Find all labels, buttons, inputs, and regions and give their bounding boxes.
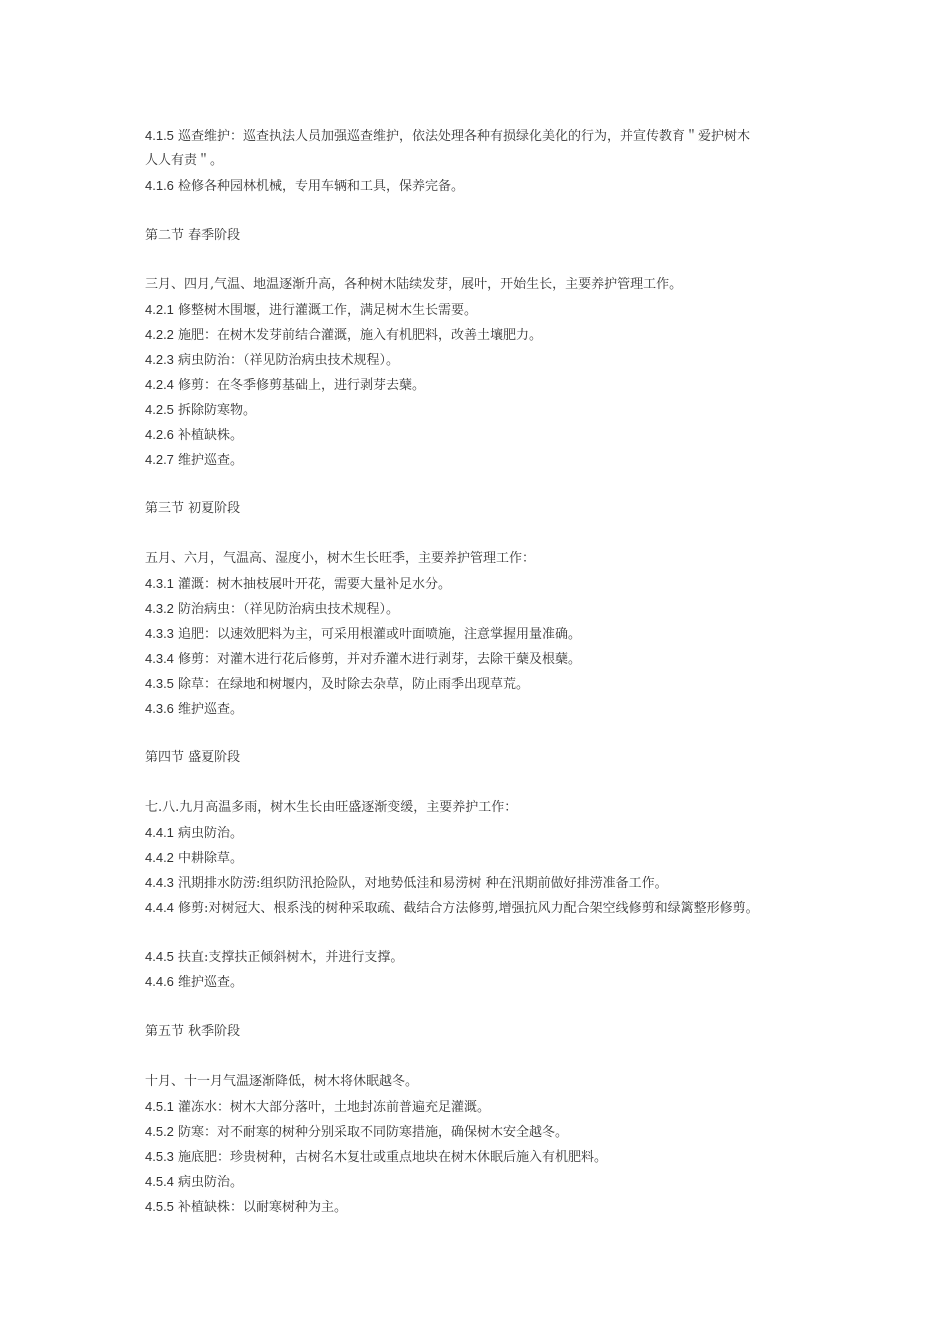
- item-number: 4.3.3: [145, 626, 174, 641]
- item-number: 4.2.7: [145, 452, 174, 467]
- item-number: 4.5.3: [145, 1149, 174, 1164]
- section-heading-midsummer: [145, 749, 240, 767]
- item-number: 4.2.1: [145, 302, 174, 317]
- item-4-2-3: [145, 351, 399, 370]
- item-4-5-3: [145, 1148, 607, 1167]
- item-number: 4.1.6: [145, 178, 174, 193]
- item-4-5-1: [145, 1098, 490, 1117]
- item-4-1-5-continued: [145, 152, 223, 170]
- item-4-3-6: [145, 700, 243, 719]
- intro-spring: [145, 276, 682, 294]
- item-4-4-6: [145, 973, 243, 992]
- item-4-3-2: [145, 600, 399, 619]
- item-4-3-1: [145, 575, 451, 594]
- item-number: 4.3.2: [145, 601, 174, 616]
- item-text: 病虫防治：（祥见防治病虫技术规程）。: [173, 353, 400, 368]
- section-heading: 第四节 盛夏阶段: [145, 750, 241, 765]
- item-4-1-6: [145, 177, 464, 196]
- item-number: 4.5.1: [145, 1099, 174, 1114]
- item-text: 施底肥：珍贵树种，古树名木复壮或重点地块在树木休眠后施入有机肥料。: [173, 1150, 608, 1165]
- item-number: 4.4.2: [145, 850, 174, 865]
- intro-text: 十月、十一月气温逐渐降低，树木将休眠越冬。: [145, 1074, 419, 1089]
- item-text: 追肥：以速效肥料为主，可采用根灌或叶面喷施，注意掌握用量准确。: [173, 627, 582, 642]
- item-4-2-7: [145, 451, 243, 470]
- item-text: 防寒：对不耐寒的树种分别采取不同防寒措施，确保树木安全越冬。: [173, 1125, 569, 1140]
- item-4-5-5: [145, 1198, 347, 1217]
- item-text: 维护巡查。: [173, 702, 244, 717]
- item-text: 维护巡查。: [173, 453, 244, 468]
- item-text: 维护巡查。: [173, 975, 244, 990]
- item-text: 病虫防治。: [173, 826, 244, 841]
- item-text: 人人有责＂。: [145, 153, 224, 168]
- item-text: 灌溉：树木抽枝展叶开花，需要大量补足水分。: [173, 577, 452, 592]
- section-heading-spring: [145, 227, 240, 245]
- section-heading-autumn: [145, 1023, 240, 1041]
- item-text: 修整树木围堰，进行灌溉工作，满足树木生长需要。: [173, 303, 478, 318]
- intro-text: 五月、六月，气温高、湿度小，树木生长旺季，主要养护管理工作：: [145, 551, 536, 566]
- item-text: 拆除防寒物。: [173, 403, 257, 418]
- intro-midsummer: [145, 799, 517, 817]
- item-4-2-2: [145, 326, 542, 345]
- item-number: 4.3.4: [145, 651, 174, 666]
- item-text: 汛期排水防涝:组织防汛抢险队，对地势低洼和易涝树 种在汛期前做好排涝准备工作。: [173, 876, 668, 891]
- section-heading: 第二节 春季阶段: [145, 228, 241, 243]
- section-heading: 第五节 秋季阶段: [145, 1024, 241, 1039]
- item-text: 检修各种园林机械，专用车辆和工具，保养完备。: [173, 179, 465, 194]
- item-number: 4.2.5: [145, 402, 174, 417]
- item-text: 中耕除草。: [173, 851, 244, 866]
- item-text: 灌冻水：树木大部分落叶，土地封冻前普遍充足灌溉。: [173, 1100, 491, 1115]
- item-text: 补植缺株：以耐寒树种为主。: [173, 1200, 348, 1215]
- item-4-2-6: [145, 426, 243, 445]
- item-4-4-1: [145, 824, 243, 843]
- item-4-4-2: [145, 849, 243, 868]
- item-text: 修剪:对树冠大、根系浅的树种采取疏、截结合方法修剪,增强抗风力配合架空线修剪和绿篱整形修剪。: [173, 901, 759, 916]
- item-4-5-2: [145, 1123, 568, 1142]
- item-number: 4.1.5: [145, 128, 174, 143]
- item-4-1-5: [145, 127, 750, 146]
- item-number: 4.3.1: [145, 576, 174, 591]
- item-number: 4.5.4: [145, 1174, 174, 1189]
- item-number: 4.3.6: [145, 701, 174, 716]
- item-4-4-5: [145, 948, 403, 967]
- section-heading-early-summer: [145, 500, 240, 518]
- item-text: 巡查维护：巡查执法人员加强巡查维护，依法处理各种有损绿化美化的行为，并宣传教育＂爱护树木: [173, 129, 751, 144]
- item-number: 4.4.1: [145, 825, 174, 840]
- item-4-2-5: [145, 401, 256, 420]
- item-number: 4.2.2: [145, 327, 174, 342]
- item-4-3-5: [145, 675, 529, 694]
- item-text: 扶直:支撑扶正倾斜树木，并进行支撑。: [173, 950, 404, 965]
- item-4-3-3: [145, 625, 581, 644]
- item-number: 4.3.5: [145, 676, 174, 691]
- item-number: 4.4.4: [145, 900, 174, 915]
- item-text: 除草：在绿地和树堰内，及时除去杂草，防止雨季出现草荒。: [173, 677, 530, 692]
- item-4-4-3: [145, 874, 668, 893]
- item-4-3-4: [145, 650, 581, 669]
- item-4-2-4: [145, 376, 425, 395]
- item-number: 4.2.6: [145, 427, 174, 442]
- intro-early-summer: [145, 550, 535, 568]
- item-text: 修剪：对灌木进行花后修剪，并对乔灌木进行剥芽，去除干蘖及根蘖。: [173, 652, 582, 667]
- item-4-4-4: [145, 899, 759, 918]
- item-number: 4.2.4: [145, 377, 174, 392]
- item-number: 4.2.3: [145, 352, 174, 367]
- item-text: 病虫防治。: [173, 1175, 244, 1190]
- item-4-5-4: [145, 1173, 243, 1192]
- item-number: 4.5.2: [145, 1124, 174, 1139]
- item-number: 4.4.6: [145, 974, 174, 989]
- item-text: 修剪：在冬季修剪基础上，进行剥芽去蘖。: [173, 378, 426, 393]
- item-text: 施肥：在树木发芽前结合灌溉，施入有机肥料，改善土壤肥力。: [173, 328, 543, 343]
- item-text: 防治病虫：（祥见防治病虫技术规程）。: [173, 602, 400, 617]
- item-number: 4.4.3: [145, 875, 174, 890]
- intro-autumn: [145, 1073, 418, 1091]
- item-number: 4.4.5: [145, 949, 174, 964]
- item-text: 补植缺株。: [173, 428, 244, 443]
- item-4-2-1: [145, 301, 477, 320]
- intro-text: 三月、四月,气温、地温逐渐升高，各种树木陆续发芽，展叶，开始生长，主要养护管理工作。: [145, 277, 683, 292]
- section-heading: 第三节 初夏阶段: [145, 501, 241, 516]
- item-number: 4.5.5: [145, 1199, 174, 1214]
- intro-text: 七.八.九月高温多雨，树木生长由旺盛逐渐变缓，主要养护工作：: [145, 800, 518, 815]
